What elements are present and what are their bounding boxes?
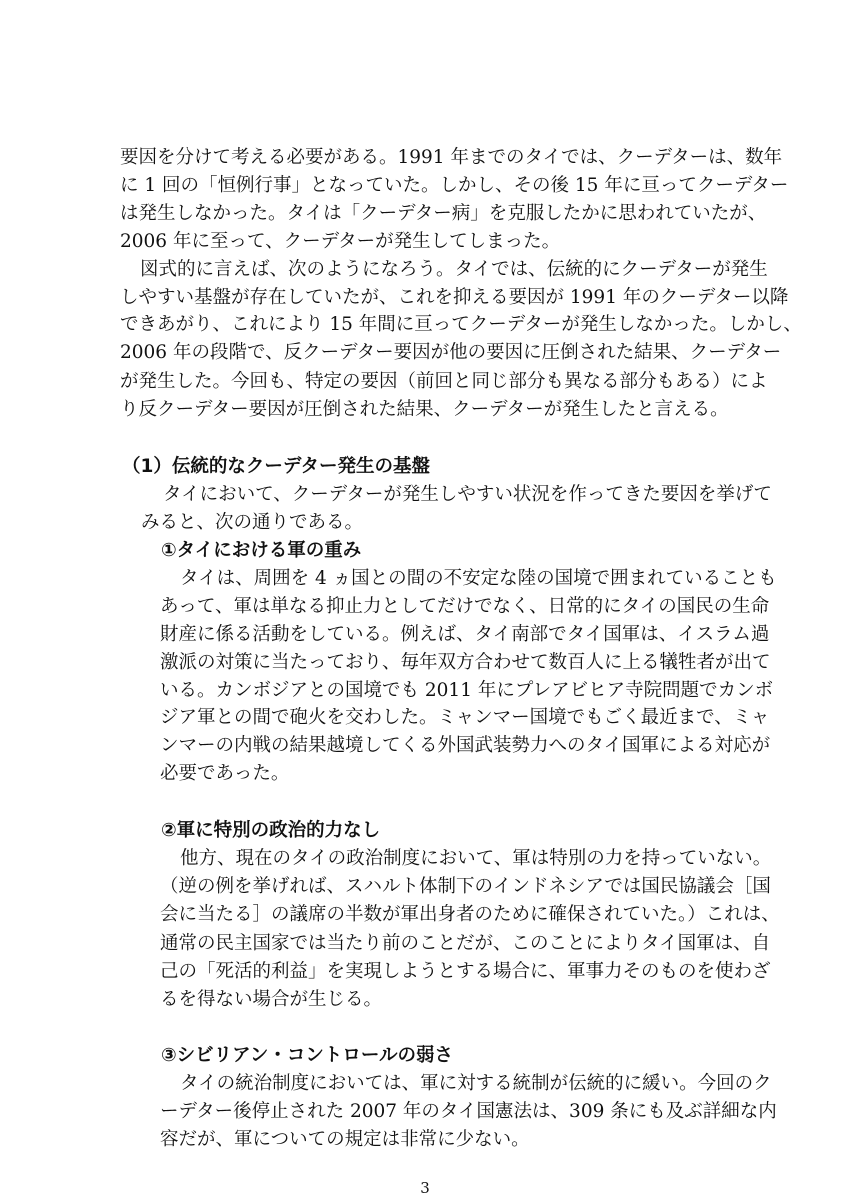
item2-line: 己の「死活的利益」を実現しようとする場合に、軍事力そのものを使わざ xyxy=(160,961,771,982)
item2-line: 会に当たる］の議席の半数が軍出身者のために確保されていた。）これは、 xyxy=(160,904,780,925)
item2-line: 他方、現在のタイの政治制度において、軍は特別の力を持っていない。 xyxy=(180,848,772,869)
item1-line: 必要であった。 xyxy=(160,763,290,784)
item-heading: ③シビリアン・コントロールの弱さ xyxy=(161,1045,454,1066)
item1-line: ジア軍との間で砲火を交わした。ミャンマー国境でもごく最近まで、ミャ xyxy=(160,707,770,728)
item3-line: ーデター後停止された 2007 年のタイ国憲法は、309 条にも及ぶ詳細な内 xyxy=(160,1101,777,1122)
page-number: 3 xyxy=(420,1179,430,1197)
item1-line: ンマーの内戦の結果越境してくる外国武装勢力へのタイ国軍による対応が xyxy=(160,735,771,756)
item1-line: タイは、周囲を 4 ヵ国との間の不安定な陸の国境で囲まれていることも xyxy=(180,568,777,589)
item2-line: （逆の例を挙げれば、スハルト体制下のインドネシアでは国民協議会［国 xyxy=(160,876,771,897)
intro-p1-line: に 1 回の「恒例行事」となっていた。しかし、その後 15 年に亘ってクーデター xyxy=(120,175,789,196)
item1-line: 激派の対策に当たっており、毎年双方合わせて数百人に上る犠牲者が出て xyxy=(160,652,771,673)
item3-line: 容だが、軍についての規定は非常に少ない。 xyxy=(160,1129,530,1150)
section-heading: （1）伝統的なクーデター発生の基盤 xyxy=(122,456,430,477)
intro-p2-line: り反クーデター要因が圧倒された結果、クーデターが発生したと言える。 xyxy=(120,399,729,420)
item1-line: 財産に係る活動をしている。例えば、タイ南部でタイ国軍は、イスラム過 xyxy=(160,624,770,645)
section-lead-line: タイにおいて、クーデターが発生しやすい状況を作ってきた要因を挙げて xyxy=(163,484,772,505)
intro-p2-line: 2006 年の段階で、反クーデター要因が他の要因に圧倒された結果、クーデター xyxy=(120,342,782,363)
intro-p2-line: しやすい基盤が存在していたが、これを抑える要因が 1991 年のクーデター以降 xyxy=(120,287,789,308)
intro-p1-line: は発生しなかった。タイは「クーデター病」を克服したかに思われていたが、 xyxy=(120,203,767,224)
item3-line: タイの統治制度においては、軍に対する統制が伝統的に緩い。今回のク xyxy=(180,1073,772,1094)
item1-line: あって、軍は単なる抑止力としてだけでなく、日常的にタイの国民の生命 xyxy=(160,596,770,617)
item2-line: るを得ない場合が生じる。 xyxy=(160,989,383,1010)
section-lead-line: みると、次の通りである。 xyxy=(141,512,364,533)
item1-line: いる。カンボジアとの国境でも 2011 年にプレアビヒア寺院問題でカンボ xyxy=(160,680,774,701)
intro-p1-line: 2006 年に至って、クーデターが発生してしまった。 xyxy=(120,231,561,252)
intro-p2-line: できあがり、これにより 15 年間に亘ってクーデターが発生しなかった。しかし、 xyxy=(120,314,802,335)
item-heading: ①タイにおける軍の重み xyxy=(161,540,362,561)
intro-p2-line: 図式的に言えば、次のようになろう。タイでは、伝統的にクーデターが発生 xyxy=(140,259,768,280)
item-heading: ②軍に特別の政治的力なし xyxy=(161,820,381,841)
item2-line: 通常の民主国家では当たり前のことだが、このことによりタイ国軍は、自 xyxy=(160,933,771,954)
intro-p2-line: が発生した。今回も、特定の要因（前回と同じ部分も異なる部分もある）によ xyxy=(120,371,768,392)
intro-p1-line: 要因を分けて考える必要がある。1991 年までのタイでは、クーデターは、数年 xyxy=(120,147,783,168)
